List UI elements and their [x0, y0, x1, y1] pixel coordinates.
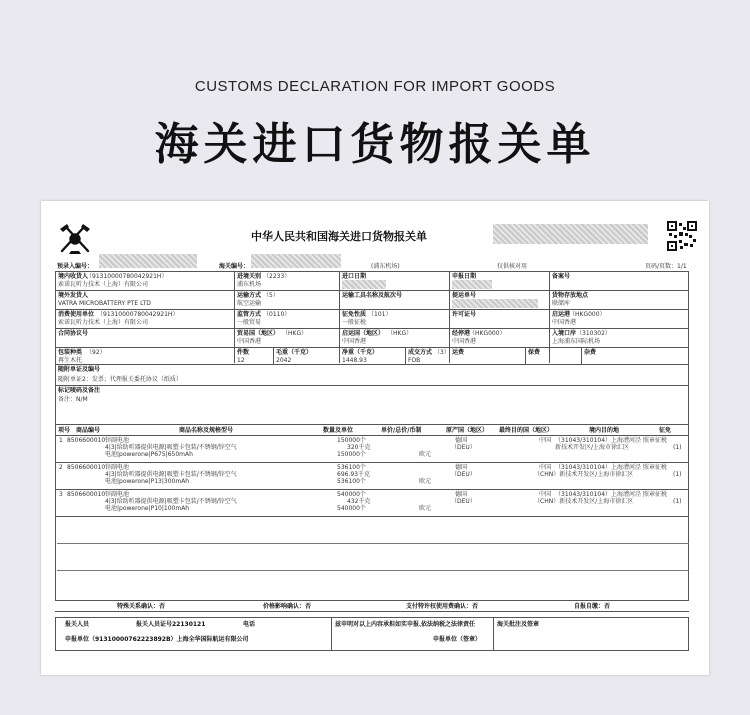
item-origin-code: （DEU） [451, 444, 476, 451]
contract-label: 合同协议号 [58, 330, 89, 337]
consumer-code: （91310000780042921H） [97, 311, 179, 318]
item-currency: 欧元 [419, 505, 432, 512]
item-name: 锌副电池 [105, 437, 130, 444]
item-code: 8506600010 [67, 464, 106, 471]
item-name: 锌副电池 [105, 464, 130, 471]
item-spec: 4|3|给助听器提供电源|吸塑卡包装/不锈钢/锌空气 [105, 444, 237, 451]
item-origin: 德国 [455, 491, 468, 498]
col-commodity-name: 商品名称及规格型号 [179, 427, 234, 434]
pieces-label: 件数 [237, 349, 250, 356]
redacted-customs-number [251, 254, 341, 268]
item-currency: 欧元 [419, 451, 432, 458]
departure-port-name: 中国香港 [552, 319, 577, 326]
special-relation-confirm: 特殊关系确认：否 [117, 603, 166, 610]
qr-code-icon [667, 221, 697, 251]
item-domestic-2: 新技术开发区/上海市徐汇区 [555, 444, 630, 451]
item-model: 电池|powerone|P10|100mAh [105, 505, 190, 512]
transport-mode-label: 运输方式 [237, 292, 262, 299]
shipper-label: 境外发货人 [58, 292, 89, 299]
page-number: 页码/页数：1/1 [645, 263, 687, 270]
entry-port-code: （310302） [576, 330, 611, 337]
item-domestic-1: （31043/310104）上海漕河泾 照章征税 [555, 437, 667, 444]
col-price: 单价/总价/币制 [381, 427, 422, 434]
record-number-label: 备案号 [552, 273, 571, 280]
departure-port-label: 启运港 [552, 311, 571, 318]
item-qty-1: 540000个 [337, 491, 366, 498]
item-destination: 中国 [539, 491, 552, 498]
col-origin: 原产国（地区） [446, 427, 489, 434]
entry-customs-code: （2233） [263, 273, 291, 280]
supervision-name: 一般贸易 [237, 319, 262, 326]
item-domestic-1: （31043/310104）上海漕河泾 照章征税 [555, 464, 667, 471]
deal-mode-value: FOB [408, 357, 421, 364]
item-origin-code: （DEU） [451, 498, 476, 505]
pre-entry-number-label: 预录入编号： [57, 263, 94, 270]
declaration-form [41, 201, 709, 675]
item-destination: 中国 [539, 464, 552, 471]
item-duty: (1) [673, 471, 682, 478]
tax-nature-code: （101） [368, 311, 392, 318]
redacted-header-code [493, 224, 648, 244]
item-qty-2: 432千克 [347, 498, 371, 505]
origin-country-label: 启运国（地区） [342, 330, 385, 337]
package-type-name: 再生木托 [58, 357, 83, 364]
redacted-pre-entry-number [99, 254, 197, 268]
item-duty: (1) [673, 498, 682, 505]
declarant-label: 报关人员 [65, 621, 90, 628]
entry-customs-label: 进境关别 [237, 273, 262, 280]
bill-number-label: 提运单号 [452, 292, 477, 299]
item-qty-3: 536100个 [337, 478, 366, 485]
item-no: 1 [59, 437, 63, 444]
item-spec: 4|3|给助听器提供电源|吸塑卡包装/不锈钢/锌空气 [105, 498, 237, 505]
gross-weight-value: 2042 [276, 357, 292, 364]
transport-mode-name: 航空运输 [237, 300, 262, 307]
package-type-label: 包装种类 [58, 349, 83, 356]
price-impact-confirm: 价格影响确认：否 [263, 603, 312, 610]
gross-weight-label: 毛重（千克） [276, 349, 313, 356]
documents-label: 随附单证及编号 [58, 366, 101, 373]
declarant-cert-number: 报关人员证号22130121 [136, 621, 206, 628]
declaration-statement-2: 依法纳税之法律责任 [421, 621, 476, 628]
item-qty-3: 540000个 [337, 505, 366, 512]
trade-country-name: 中国香港 [237, 338, 262, 345]
phone-label: 电话 [243, 621, 256, 628]
page-title: 海关进口货物报关单 [154, 119, 596, 170]
transport-mode-code: （5） [263, 292, 279, 299]
entry-customs-name: 浦东机场 [237, 281, 262, 288]
item-code: 8506600010 [67, 437, 106, 444]
item-destination: 中国 [539, 437, 552, 444]
item-no: 3 [59, 491, 63, 498]
item-qty-3: 150000个 [337, 451, 366, 458]
item-origin: 德国 [455, 437, 468, 444]
col-quantity: 数量及单位 [323, 427, 354, 434]
customs-remark-label: 海关批注及签章 [497, 621, 540, 628]
customs-number-label: 海关编号： [219, 263, 250, 270]
declaration-statement: 兹申明对以上内容承担如实申报、 [335, 621, 426, 628]
item-no: 2 [59, 464, 63, 471]
item-currency: 欧元 [419, 478, 432, 485]
col-destination: 最终目的国（地区） [499, 427, 554, 434]
agent-label: 申报单位（91310000762223892B）上海全华国际航运有限公司 [65, 636, 249, 643]
departure-port-code: （HKG000） [569, 311, 606, 318]
col-commodity-code: 商品编号 [76, 427, 101, 434]
item-qty-1: 150000个 [337, 437, 366, 444]
redacted-declare-date [452, 280, 492, 289]
item-qty-1: 536100个 [337, 464, 366, 471]
consignee-name: 索诺瓦听力技术（上海）有限公司 [58, 281, 149, 288]
supervision-label: 监管方式 [237, 311, 262, 318]
insurance-label: 保费 [528, 349, 541, 356]
shipper-name: VATRA MICROBATTERY PTE LTD [58, 300, 151, 307]
declare-date-label: 申报日期 [452, 273, 477, 280]
form-title: 中华人民共和国海关进口货物报关单 [251, 230, 427, 243]
col-domestic: 境内目的地 [589, 427, 620, 434]
redacted-bill-number [452, 299, 538, 308]
entry-port-label: 入境口岸 [552, 330, 577, 337]
supervision-code: （0110） [263, 311, 291, 318]
consumer-label: 消费使用单位 [58, 311, 95, 318]
royalty-confirm: 支付特许权使用费确认：否 [406, 603, 479, 610]
item-model: 电池|powerone|P675|650mAh [105, 451, 193, 458]
item-qty-2: 320千克 [347, 444, 371, 451]
via-port-code: （HKG000） [469, 330, 506, 337]
col-item-no: 项号 [58, 427, 71, 434]
item-duty: (1) [673, 444, 682, 451]
item-qty-2: 696.93千克 [337, 471, 370, 478]
agent-seal-label: 申报单位（签章） [433, 636, 482, 643]
via-port-name: 中国香港 [452, 338, 477, 345]
item-name: 锌副电池 [105, 491, 130, 498]
item-origin-code: （DEU） [451, 471, 476, 478]
storage-name: 联储库 [552, 300, 571, 307]
tax-nature-label: 征免性质 [342, 311, 367, 318]
item-origin: 德国 [455, 464, 468, 471]
col-duty: 征免 [659, 427, 672, 434]
customs-emblem-icon [57, 221, 93, 255]
self-report-confirm: 自报自缴：否 [574, 603, 611, 610]
port-name: (浦东机场) [371, 263, 400, 270]
item-code: 8506600010 [67, 491, 106, 498]
marks-label: 标记唛码及备注 [58, 387, 101, 394]
page-subtitle: CUSTOMS DECLARATION FOR IMPORT GOODS [194, 78, 556, 95]
deal-mode-label: 成交方式 [408, 349, 433, 356]
net-weight-value: 1448.93 [342, 357, 367, 364]
item-domestic-2: （CHN）新技术开发区/上海市徐汇区 [534, 471, 634, 478]
pieces-value: 12 [237, 357, 245, 364]
verification-note: 仅供核对用 [497, 263, 528, 270]
net-weight-label: 净重（千克） [342, 349, 379, 356]
via-port-label: 经停港 [452, 330, 471, 337]
origin-country-code: （HKG） [387, 330, 413, 337]
item-model: 电池|powerone|P13|300mAh [105, 478, 190, 485]
item-domestic-2: （CHN）新技术开发区/上海市徐汇区 [534, 498, 634, 505]
entry-port-name: 上海浦东国际机场 [552, 338, 601, 345]
package-type-code: （92） [86, 349, 106, 356]
consumer-name: 索诺瓦听力技术（上海）有限公司 [58, 319, 149, 326]
trade-country-label: 贸易国（地区） [237, 330, 280, 337]
transport-tool-label: 运输工具名称及航次号 [342, 292, 403, 299]
consignee-label: 境内收货人 [58, 273, 89, 280]
misc-fee-label: 杂费 [584, 349, 597, 356]
import-date-label: 进口日期 [342, 273, 367, 280]
documents-value: 随附单证2：发票；代理报关委托协议（纸质） [58, 376, 182, 383]
trade-country-code: （HKG） [282, 330, 308, 337]
item-spec: 4|3|给助听器提供电源|吸塑卡包装/不锈钢/锌空气 [105, 471, 237, 478]
freight-label: 运费 [452, 349, 465, 356]
origin-country-name: 中国香港 [342, 338, 367, 345]
deal-mode-code: （3） [434, 349, 450, 356]
storage-label: 货物存放地点 [552, 292, 589, 299]
redacted-import-date [342, 280, 386, 289]
license-label: 许可证号 [452, 311, 477, 318]
marks-value: 备注：N/M [58, 396, 88, 403]
tax-nature-name: 一般征税 [342, 319, 367, 326]
item-domestic-1: （31043/310104）上海漕河泾 照章征税 [555, 491, 667, 498]
consignee-code: （91310000780042921H） [86, 273, 168, 280]
